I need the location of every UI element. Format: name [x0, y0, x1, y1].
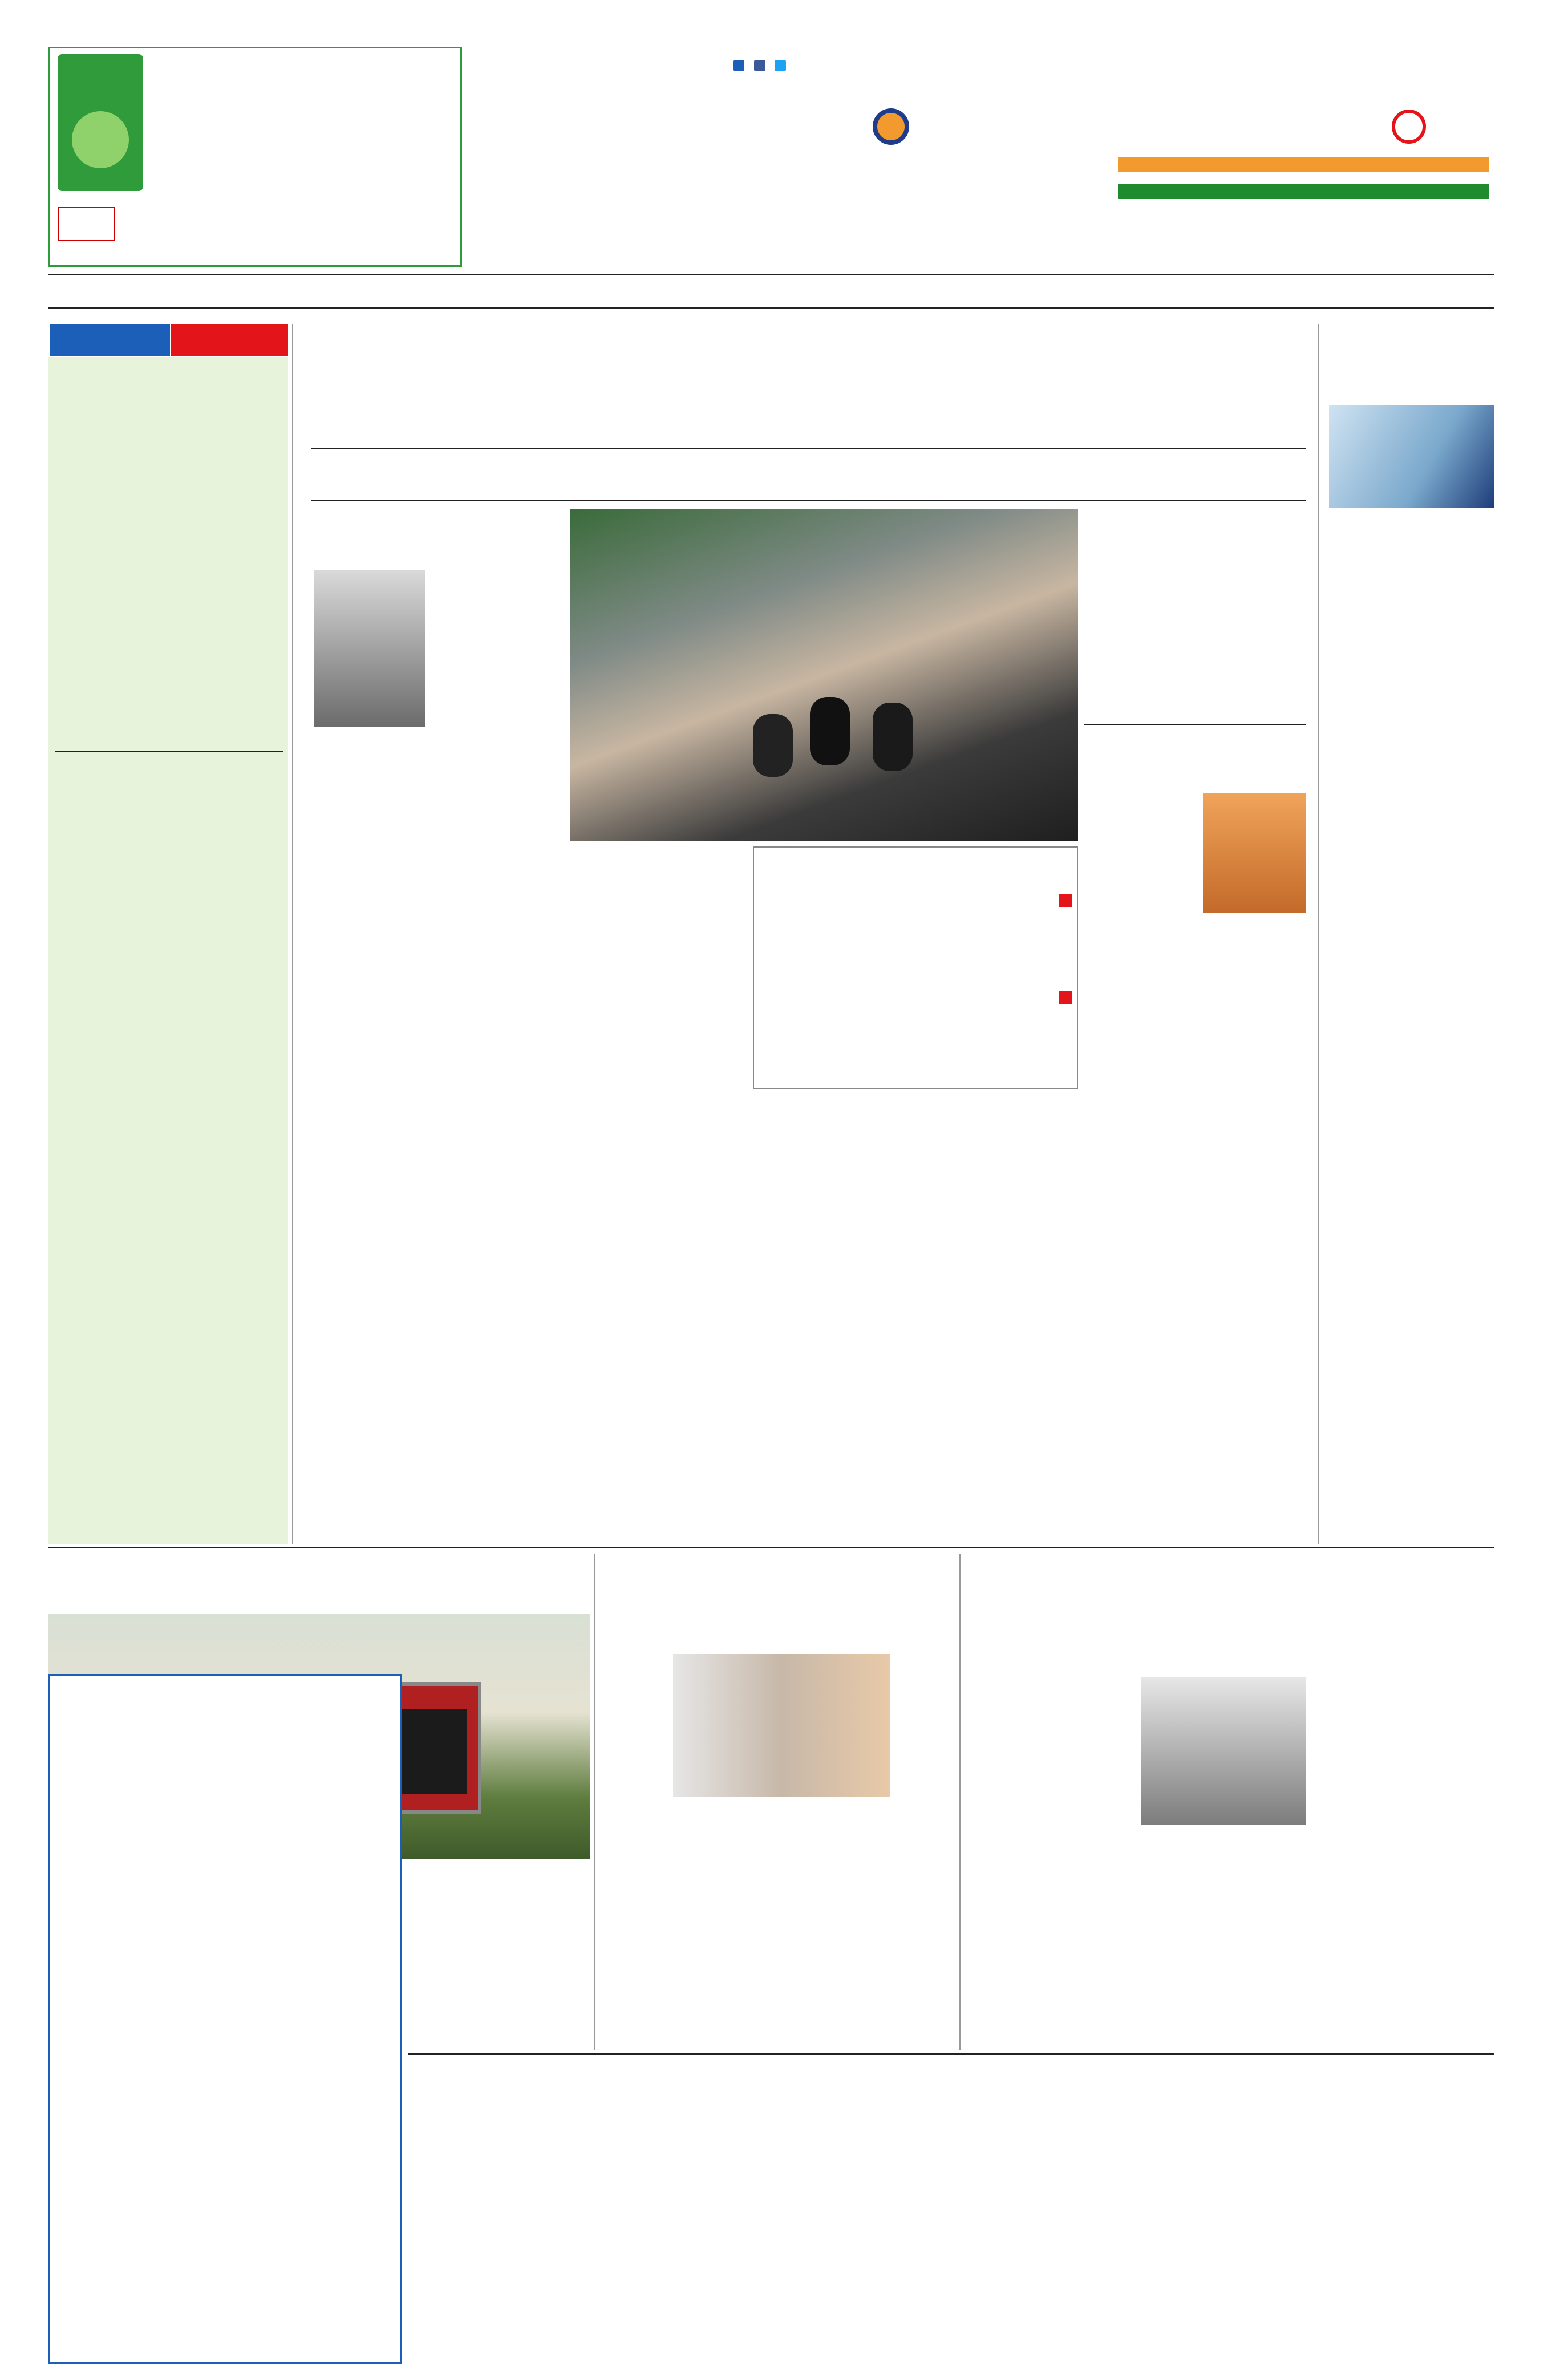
- mic-icon: [753, 714, 793, 777]
- chakra-icon: [873, 108, 909, 145]
- tag-mukhtasar: [171, 324, 288, 356]
- dateline-bottom-rule: [48, 307, 1494, 309]
- dateline-bar: [48, 277, 1494, 305]
- left-story1-body: [55, 485, 283, 747]
- masthead-contacts: [733, 57, 1235, 73]
- masthead-english: [570, 236, 1255, 262]
- mint-leaves-icon: [72, 111, 129, 168]
- stalin-body: [311, 739, 568, 1543]
- number-one-chakra: [1392, 110, 1426, 144]
- azam-body-a: [1312, 1671, 1494, 2047]
- twitter-icon: [775, 60, 786, 71]
- tag-khabrein: [50, 324, 170, 356]
- col-rule-left: [292, 324, 293, 1544]
- top-ad-address: [124, 234, 455, 249]
- col-rule-row2-b: [959, 1554, 961, 2050]
- stalin-body-right: [433, 548, 568, 736]
- pawar-body: [600, 1802, 954, 2047]
- lead-body-col3: [753, 1095, 1078, 1546]
- web-icon: [733, 60, 744, 71]
- yogi-rule: [1084, 724, 1306, 725]
- mamata-photo: [570, 509, 1078, 841]
- manu-photo: [1329, 405, 1494, 508]
- manu-body: [1329, 533, 1494, 1543]
- mic-icon: [810, 697, 850, 765]
- lead-highlight-box: [753, 846, 1078, 1089]
- lead-body-col1: [570, 846, 747, 1183]
- stalin-photo: [314, 570, 425, 727]
- agile-ad-cover: [48, 2053, 402, 2364]
- lead-body-right: [1084, 530, 1306, 719]
- yogi-body-2: [1084, 918, 1306, 1540]
- mic-icon: [873, 703, 913, 771]
- lead-sub-rule: [311, 500, 1306, 501]
- masthead-stripe-green: [1118, 184, 1489, 199]
- row2-top-rule: [48, 1547, 1494, 1548]
- azam-body-c: [1141, 1831, 1306, 2047]
- masthead-stripe-white: [1118, 172, 1489, 184]
- col-rule-right: [1318, 324, 1319, 1544]
- bullet-icon: [1059, 894, 1072, 907]
- gastreen-bottle: [58, 54, 143, 191]
- azam-body-b: [965, 1671, 1135, 2047]
- facebook-icon: [754, 60, 765, 71]
- dehlvi-logo: [58, 207, 115, 241]
- dateline-top-rule: [48, 274, 1494, 275]
- top-ad: [48, 47, 462, 267]
- col-rule-row2-a: [594, 1554, 595, 2050]
- bullet-icon: [1059, 991, 1072, 1004]
- azam-photo: [1141, 1677, 1306, 1825]
- yogi-photo: [1203, 793, 1306, 913]
- lead-head-rule: [311, 448, 1306, 449]
- left-story2-body: [55, 871, 283, 1539]
- row3-top-rule: [408, 2053, 1494, 2055]
- pawar-shah-photo: [673, 1654, 890, 1797]
- number-one-badge: [1329, 47, 1489, 161]
- left-divider: [55, 751, 283, 752]
